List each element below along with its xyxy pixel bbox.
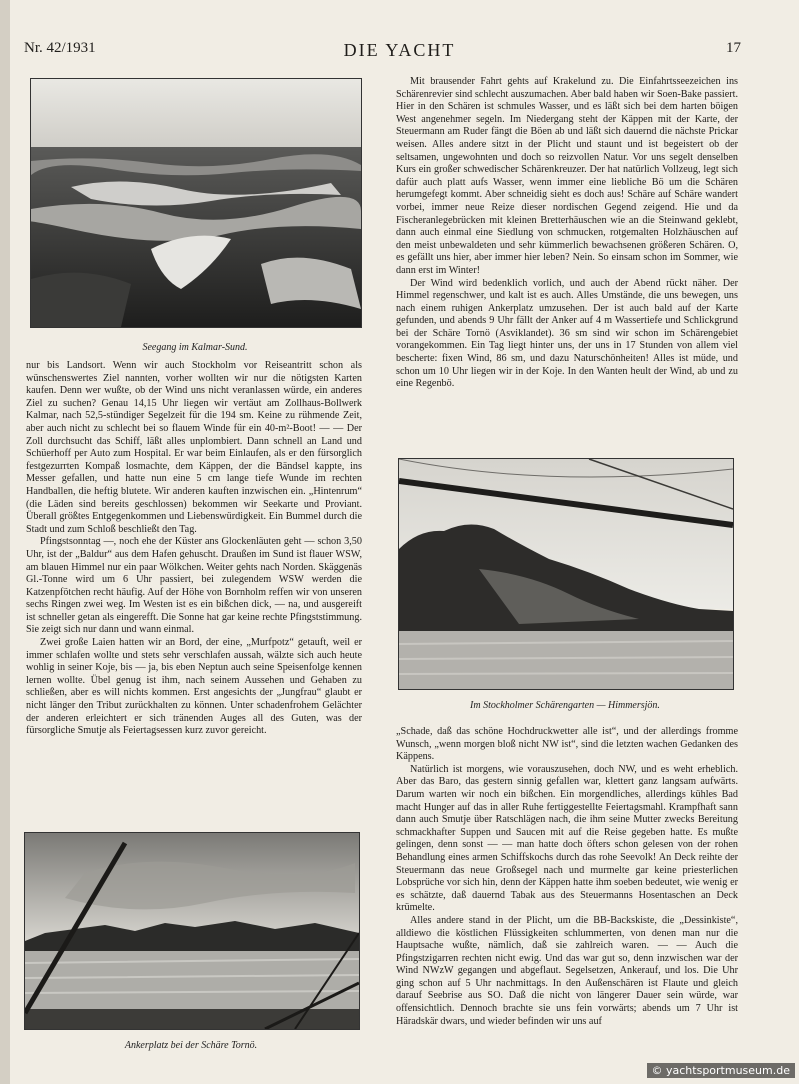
left-column-text bbox=[26, 360, 362, 738]
photo-tornoe-anchorage bbox=[24, 832, 360, 1030]
right-column-bottom-text bbox=[396, 726, 738, 1028]
page-edge bbox=[0, 0, 10, 1084]
magazine-title: DIE YACHT bbox=[343, 40, 456, 60]
paragraph: Alles andere stand in der Plicht, um die BB-Backskiste, die „Dessinkiste“, alldiewo die köstlichen Flüssigkeiten schlummerten, von denen man nur die Hauptsache wußte, nämlich, daß sie zahlreich waren. — — Auch die Pfingstzigarren rechten nicht ewig. Und das war gut so, denn inzwischen war der Wind NWzW gegangen und abgeflaut. Segelsetzen, Ankerauf, und los. Die Uhr ging schon auf 5 Uhr nachmittags. In den Außenschären ist Flaute und gleich darauf Seebrise aus SO. Daß die nicht von längerer Dauer sein würde, war offensichtlich. Dennoch brachte sie uns fein vorwärts; abends um 7 Uhr ist Häradskär dwars, und wieder befinden wir uns auf bbox=[396, 914, 738, 1027]
paragraph: Zwei große Laien hatten wir an Bord, der eine, „Murfpotz“ getauft, weil er immer schlafen wollte und stets sehr verschlafen aussah, wälzte sich auch heute wohlig in seiner Koje, bis — ja, bis eben Neptun auch seine Speisenfolge kennen lernen wollte. Übel genug ist ihm, nach seinem Aussehen und Gehaben zu schließen, aber es will nichts kommen. Erst angesichts der „Jungfrau“ glaubt er nicht länger den Tribut zurückhalten zu können. Unter schadenfrohem Gelächter der anderen erleichtert er sich tränenden Auges all des Guten, was der fürsorgliche Smutje als Feiertagsessen kurz zuvor gereicht. bbox=[26, 637, 362, 737]
paragraph: Der Wind wird bedenklich vorlich, und auch der Abend rückt näher. Der Himmel regenschwer, und kalt ist es auch. Alles Umstände, die uns bewegen, uns nach einem ruhigen Ankerplatz umzusehen. Der ist auch bald auf der Karte gefunden, und abends 9 Uhr fällt der Anker auf 4 m Wassertiefe und Schlickgrund bei der Schäre Tornö (Asviklandet). 36 sm sind wir schon im Schärengebiet vorangekommen. Ein Tag liegt hinter uns, der uns in 17 Stunden von allem viel bescherte: fixen Wind, 86 sm, und dazu Naturschönheiten! Alles ist müde, und schon um 10 Uhr liegen wir in der Koje. In den Wanten heult der Wind, ab und zu eine Regenbö. bbox=[396, 277, 738, 390]
page-number: 17 bbox=[726, 40, 741, 56]
right-column-top-text bbox=[396, 76, 738, 391]
paragraph: Pfingstsonntag —, noch ehe der Küster ans Glockenläuten geht — schon 3,50 Uhr, ist der „Baldur“ aus dem Hafen gehuscht. Draußen im Sund ist flauer WSW, am blauen Himmel nur ein paar Wölkchen. Weiter gehts nach Norden. Skäggenäs Gl.-Tonne wird um 6 Uhr passiert, bei zulegendem WSW werden die Katzenpfötchen recht häufig. Auf der Höhe von Bornholm reffen wir von unseren sechs Ringen zwei weg. Im Westen ist es ein bißchen dick, — na, und ausgereift ist schneller getan als eingerefft. Die Sonne hat gar keine rechte Pfingststimmung. Sie zeigt sich nur dann und wann einmal. bbox=[26, 536, 362, 636]
caption-stockholm: Im Stockholmer Schärengarten — Himmersjön. bbox=[470, 700, 660, 711]
caption-tornoe: Ankerplatz bei der Schäre Tornö. bbox=[124, 1040, 258, 1051]
paragraph: Natürlich ist morgens, wie vorauszusehen, doch NW, und es weht erheblich. Aber das Baro, das gestern sinnig gefallen war, klettert ganz langsam aufwärts. Darum warten wir noch ein bißchen. Ein morgendliches, allerdings kühles Bad macht Hunger auf das in aller Ruhe fertiggestellte Feiertagsmahl. Krampfhaft sann dann auch Smutje über Ratschlägen nach, die ihm seine Mutter zwecks Bereitung schmackhafter Suppen und Saucen mit auf die Reise gegeben hatte. Es mußte gelingen, denn sonst — — man hatte doch öfters schon gelesen von der rohen Behandlung eines armen Schiffskochs durch das rohe Seevolk! An Deck reihte der Steuermann das neue Großsegel nach und murmelte gar keine priesterlichen Lobsprüche vor sich hin, denn der Käppen hatte ihm soeben bedeutet, wie wenig er es schätzte, daß dauernd Tabak aus des Steuermanns Hosentaschen an Deck krümelte. bbox=[396, 763, 738, 914]
paragraph: Mit brausender Fahrt gehts auf Krakelund zu. Die Einfahrtsseezeichen ins Schärenrevier sind schlecht auszumachen. Aber bald haben wir Soen-Bake passiert. Hier in den Schären ist schmules Wasser, und es läßt sich bei dem harten böigen West angenehmer segeln. Im Niedergang steht der Käppen mit der Karte, der Steuermann am Ruder fängt die Böen ab und läßt sich dauernd die nächste Prickar weisen. Alles andere sitzt in der Plicht und staunt und ist begeistert ob der seltsamen, ungewohnten und doch so reizvollen Natur. Vor uns segelt denselben Kurs ein großer schwedischer Schärenkreuzer. Der hat natürlich Vollzeug, legt sich dafür auch platt aufs Wasser, wenn immer eine liebliche Bö um die Schären herumgefegt kommt. Aber schneidig sieht es doch aus! Schäre auf Schäre wandert vorbei, immer neue Reize dieser nordischen Gegend zeigend. Hie und da Fischeranlegebrücken mit kleinen Bretterhäuschen wie an die Steinwand geklebt, dann auch einmal eine Siedlung von schmucken, rotgemalten Holzhäuschen auf den meist unbewaldeten und sehr kümmerlich bewachsenen größeren Schären. O, es gefällt uns hier, aber immer hier leben? Nein. So einsam schon im Sommer, wie dann erst im Winter! bbox=[396, 76, 738, 276]
copyright-watermark: © yachtsportmuseum.de bbox=[647, 1063, 795, 1078]
photo-kalmar-sea bbox=[30, 78, 362, 328]
paragraph: „Schade, daß das schöne Hochdruckwetter alle ist“, und der allerdings fromme Wunsch, „wenn morgen bloß nicht NW ist“, sind die letzten wachen Gedanken des Käppens. bbox=[396, 726, 738, 763]
issue-number: Nr. 42/1931 bbox=[24, 40, 96, 56]
caption-kalmar: Seegang im Kalmar-Sund. bbox=[142, 342, 248, 353]
paragraph: nur bis Landsort. Wenn wir auch Stockholm vor Reiseantritt schon als wünschenswertes Ziel nannten, vorher wollten wir nur die nötigsten Karten kaufen. Denn wer wußte, ob der Wind uns nicht veranlassen würde, ein anderes Ziel zu suchen? Genau 14,15 Uhr liegen wir vertäut am Zollhaus-Bollwerk Kalmar, nach 52,5-stündiger Segelzeit für die 194 sm. Keine zu rühmende Zeit, aber auch nicht zu schlecht bei so flauem Winde für ein 40-m²-Boot! — — Der Zoll durchsucht das Schiff, läßt alles unplombiert. Dann schnell an Land und Schüerhoff per Auto zum Hospital. Er war beim Einlaufen, als er den fürsorglich festgezurrten Kompaß losmachte, dem Käppen, der die Bändsel kappte, ins Messer gefallen, und hatte nun eine 5 cm lange tiefe Wunde im rechten Handballen, die heftig blutete. Wir anderen kauften inzwischen ein. „Hintenrum“ (die Läden sind bereits geschlossen) bekommen wir Seekarte und Proviant. Überall größtes Entgegenkommen und Liebenswürdigkeit. Ein Bummel durch die Stadt und zum Schloß beschließt den Tag. bbox=[26, 360, 362, 535]
photo-stockholm-archipelago bbox=[398, 458, 734, 690]
